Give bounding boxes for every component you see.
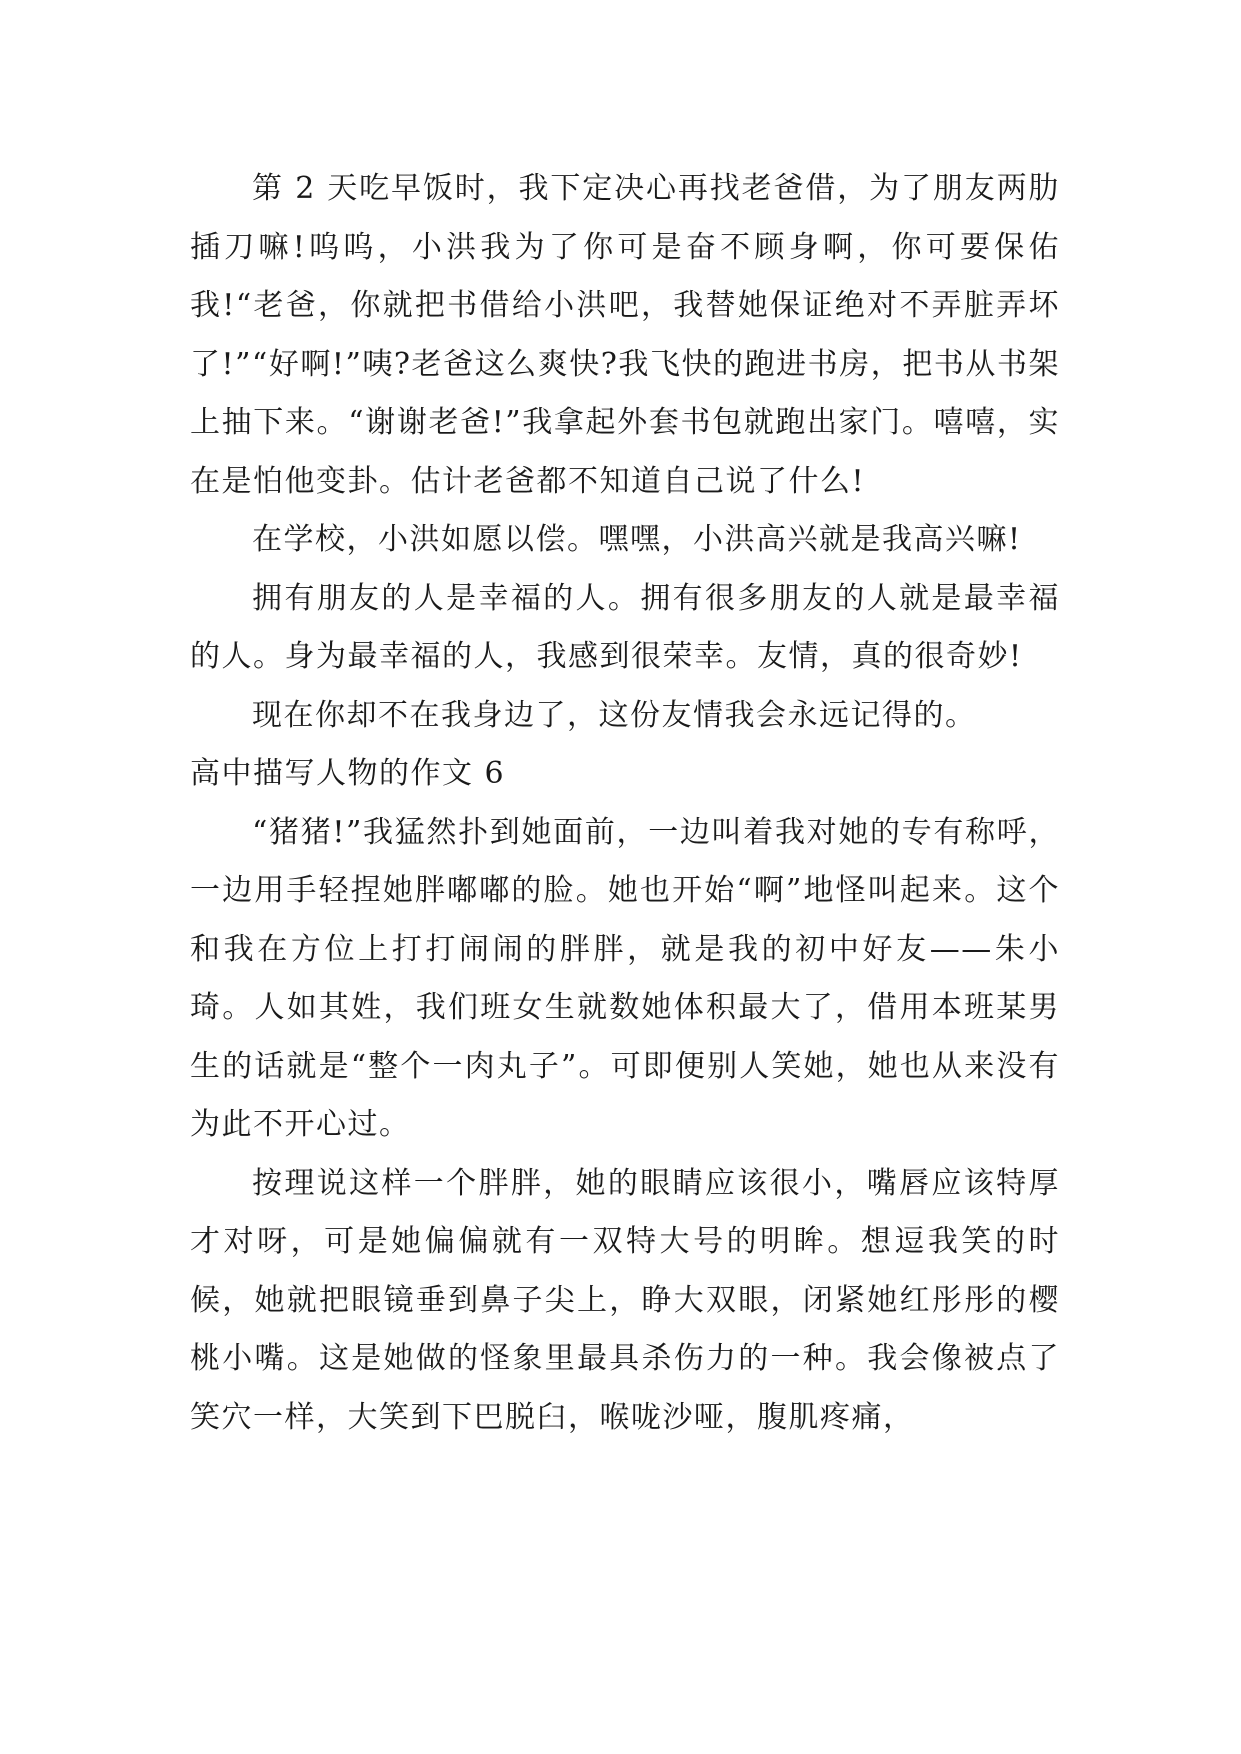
- essay-heading: 高中描写人物的作文 6: [190, 756, 506, 791]
- paragraph-school: 在学校，小洪如愿以偿。嘿嘿，小洪高兴就是我高兴嘛!: [252, 522, 1022, 557]
- paragraph-zhuzhu: “猪猪!”我猛然扑到她面前，一边叫着我对她的专有称呼，一边用手轻捏她胖嘟嘟的脸。她也开始“啊”地怪叫起来。这个和我在方位上打打闹闹的胖胖，就是我的初中好友——朱小琦。人如其姓，我们班女生就数她体积最大了，借用本班某男生的话就是“整个一肉丸子”。可即便别人笑她，她也从来没有为此不开心过。: [190, 814, 1060, 1142]
- paragraph-friendship: 拥有朋友的人是幸福的人。拥有很多朋友的人就是最幸福的人。身为最幸福的人，我感到很荣幸。友情，真的很奇妙!: [190, 580, 1060, 674]
- document-body: [190, 160, 1060, 1447]
- paragraph-memory: 现在你却不在我身边了，这份友情我会永远记得的。: [252, 697, 977, 733]
- paragraph-breakfast: 第 2 天吃早饭时，我下定决心再找老爸借，为了朋友两肋插刀嘛!呜呜，小洪我为了你可是奋不顾身啊，你可要保佑我!“老爸，你就把书借给小洪吧，我替她保证绝对不弄脏弄坏了!”“好啊!”咦?老爸这么爽快?我飞快的跑进书房，把书从书架上抽下来。“谢谢老爸!”我拿起外套书包就跑出家门。嘻嘻，实在是怕他变卦。估计老爸都不知道自己说了什么!: [190, 171, 1060, 499]
- paragraph-eyes: 按理说这样一个胖胖，她的眼睛应该很小，嘴唇应该特厚才对呀，可是她偏偏就有一双特大号的明眸。想逗我笑的时候，她就把眼镜垂到鼻子尖上，睁大双眼，闭紧她红彤彤的樱桃小嘴。这是她做的怪象里最具杀伤力的一种。我会像被点了笑穴一样，大笑到下巴脱臼，喉咙沙哑，腹肌疼痛，: [190, 1165, 1060, 1435]
